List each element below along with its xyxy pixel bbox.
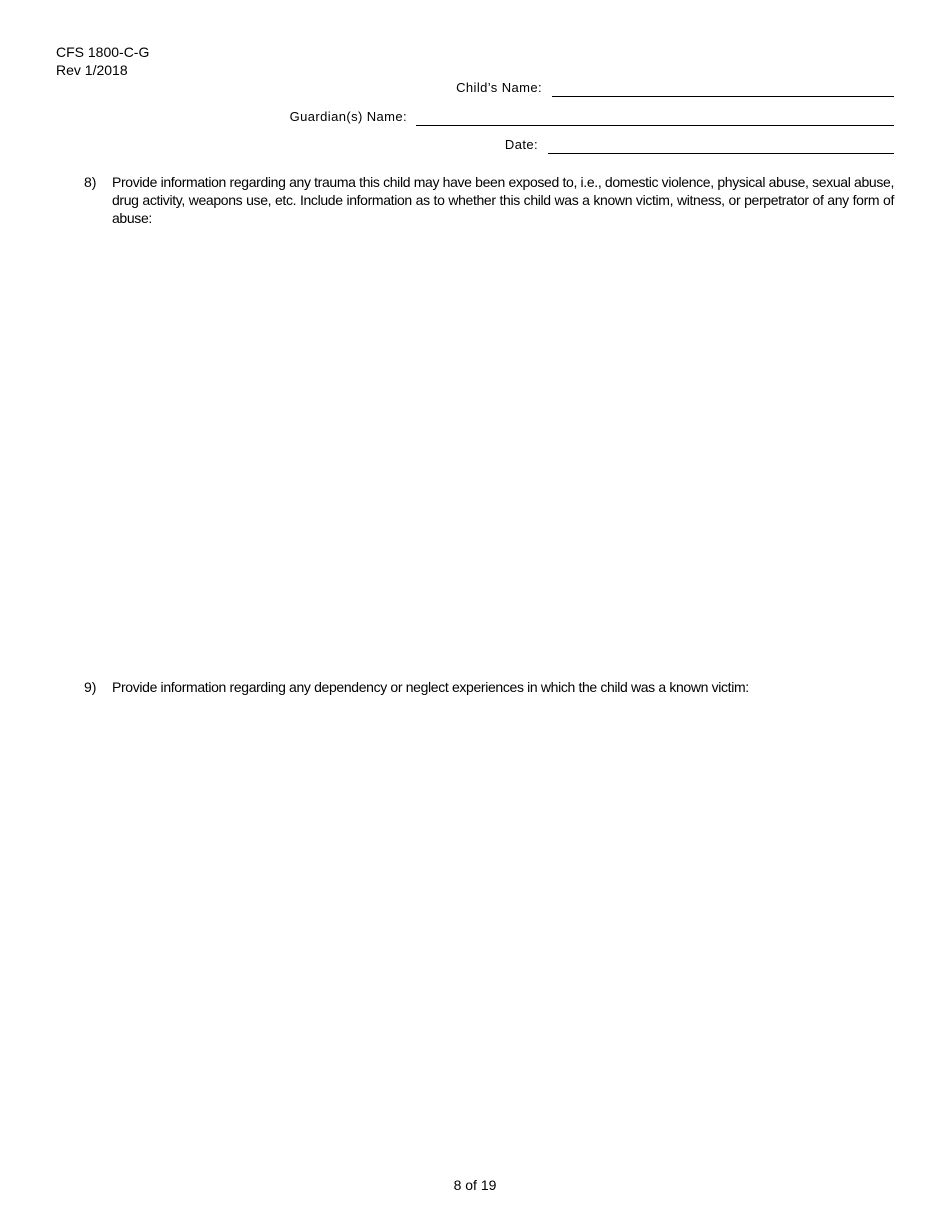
date-input[interactable] xyxy=(548,137,894,153)
question-8 xyxy=(84,173,894,233)
question-8-answer[interactable] xyxy=(112,236,898,670)
question-9 xyxy=(84,678,894,698)
question-9-answer[interactable] xyxy=(112,706,898,1160)
question-number: 9) xyxy=(84,679,97,695)
child-name-underline xyxy=(552,96,894,97)
form-number: CFS 1800-C-G xyxy=(56,44,150,60)
guardian-name-underline xyxy=(416,125,894,126)
child-name-row xyxy=(0,80,950,100)
question-number: 8) xyxy=(84,174,97,190)
form-identifier xyxy=(56,43,149,79)
guardian-name-label: Guardian(s) Name: xyxy=(289,109,407,124)
date-label: Date: xyxy=(504,137,538,152)
form-revision: Rev 1/2018 xyxy=(56,62,128,78)
child-name-input[interactable] xyxy=(552,80,894,96)
guardian-name-input[interactable] xyxy=(416,109,894,125)
question-text: Provide information regarding any trauma this child may have been exposed to, i.e., domestic violence, physical abuse, sexual abuse, drug activity, weapons use, etc. Include information as to whether this child was a known victim, witness, or perpetrator of any form of abuse: xyxy=(112,174,894,226)
child-name-label: Child’s Name: xyxy=(456,80,542,95)
date-underline xyxy=(548,153,894,154)
page-number: 8 of 19 xyxy=(453,1177,497,1193)
question-text: Provide information regarding any dependency or neglect experiences in which the child was a known victim: xyxy=(112,679,749,695)
date-row xyxy=(0,137,950,157)
guardian-name-row xyxy=(0,109,950,129)
